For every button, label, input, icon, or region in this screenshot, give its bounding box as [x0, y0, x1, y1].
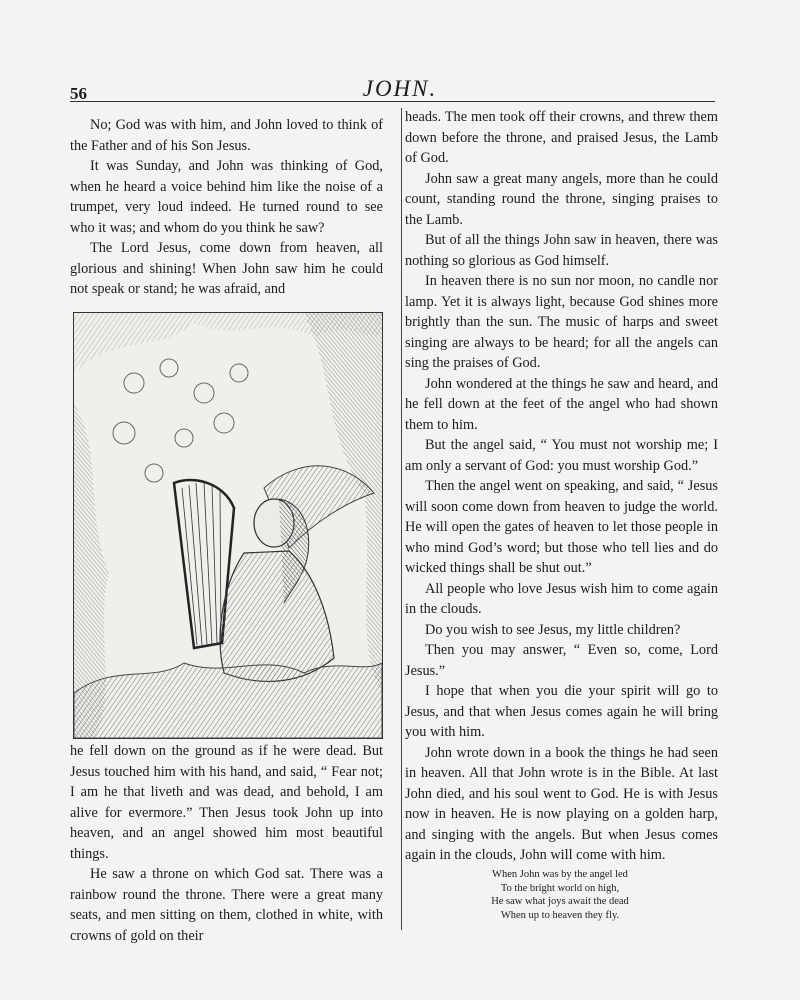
paragraph: he fell down on the ground as if he were dead. But Jesus touched him with his hand, and said, “ Fear not; I am he that liveth and was dead, and behold, I am alive for evermore.” Then Jesus took John up into heaven, and an angel showed him most beautiful things.: [70, 743, 383, 862]
paragraph: I hope that when you die your spirit will go to Jesus, and that when Jesus comes again he will bring you with him.: [405, 683, 718, 740]
paragraph: In heaven there is no sun nor moon, no candle nor lamp. Yet it is always light, because God shines more brightly than the sun. The music of harps and sweet singing are always to be heard; for all the angels can sing the praises of God.: [405, 273, 718, 371]
paragraph: John wrote down in a book the things he had seen in heaven. All that John wrote is in the Bible. At last John died, and his soul went to God. He is with Jesus now in heaven. He is now playing on a golden harp, and singing with the angels. But when Jesus comes again in the clouds, John will come with him.: [405, 744, 718, 863]
page-number: 56: [70, 84, 87, 103]
paragraph: heads. The men took off their crowns, and threw them down before the throne, and praised Jesus, the Lamb of God.: [405, 109, 718, 166]
column-divider: [401, 108, 402, 930]
paragraph: But of all the things John saw in heaven, there was nothing so glorious as God himself.: [405, 232, 718, 269]
engraving-angel-with-harp: [73, 312, 383, 739]
verse-line: When up to heaven they fly.: [500, 909, 620, 921]
right-column: [405, 107, 718, 866]
paragraph: All people who love Jesus wish him to come again in the clouds.: [405, 580, 718, 617]
verse-line: To the bright world on high,: [500, 882, 620, 894]
paragraph: John saw a great many angels, more than he could count, standing round the throne, singing praises to the Lamb.: [405, 170, 718, 228]
paragraph: Then the angel went on speaking, and said, “ Jesus will soon come down from heaven to judge the world. He will open the gates of heaven to let those people in who mind God’s word; but those who tell lies and do wicked things shall be shut out.”: [405, 478, 718, 576]
verse-line: He saw what joys await the dead: [491, 896, 629, 907]
paragraph: Then you may answer, “ Even so, come, Lord Jesus.”: [405, 642, 718, 679]
paragraph: The Lord Jesus, come down from heaven, all glorious and shining! When John saw him he could not speak or stand; he was afraid, and: [70, 240, 383, 297]
paragraph: Do you wish to see Jesus, my little children?: [425, 621, 681, 638]
paragraph: It was Sunday, and John was thinking of God, when he heard a voice behind him like the noise of a trumpet, very loud indeed. He turned round to see who it was; and whom do you think he saw?: [70, 158, 383, 236]
closing-verse: [430, 868, 690, 922]
left-column-bottom: [70, 741, 383, 946]
header-rule: [70, 101, 715, 102]
paragraph: But the angel said, “ You must not worship me; I am only a servant of God: you must worship God.”: [405, 437, 718, 474]
left-column-top: [70, 115, 383, 300]
paragraph: He saw a throne on which God sat. There was a rainbow round the throne. There were a great many seats, and men sitting on them, clothed in white, with crowns of gold on their: [70, 866, 383, 944]
verse-line: When John was by the angel led: [492, 869, 628, 880]
paragraph: No; God was with him, and John loved to think of the Father and of his Son Jesus.: [70, 117, 383, 154]
angel-harp-illustration: [74, 313, 382, 738]
paragraph: John wondered at the things he saw and heard, and he fell down at the feet of the angel who had shown them to him.: [405, 375, 718, 433]
running-head: JOHN.: [362, 76, 438, 101]
